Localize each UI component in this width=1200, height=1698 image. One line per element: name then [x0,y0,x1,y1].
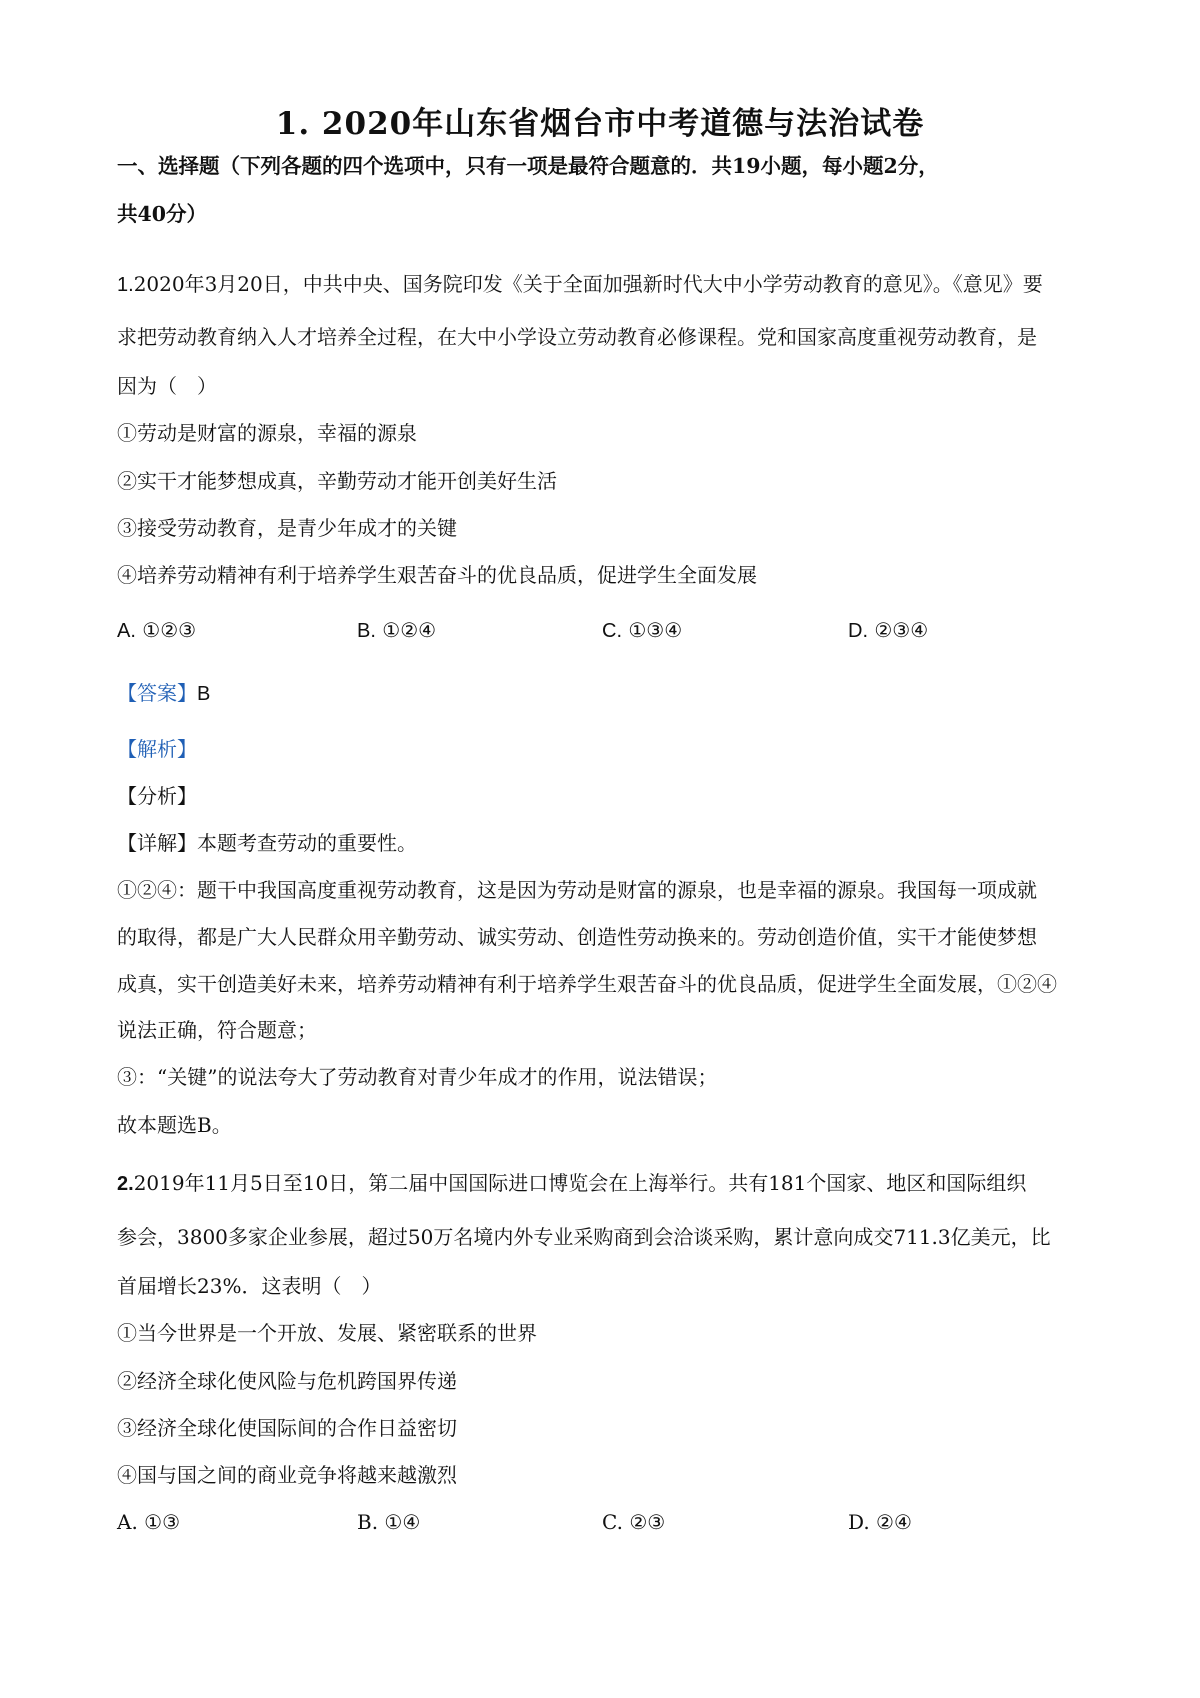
answer-value: B [197,683,211,705]
detail-tag: 【详解】 [117,831,197,855]
explanation-line-3: 成真，实干创造美好未来，培养劳动精神有利于培养学生艰苦奋斗的优良品质，促进学生全面发展，①②④ [117,972,1057,996]
q1-number: 1. [117,274,134,296]
q2-option-d: D. ②④ [848,1510,912,1534]
q1-option-b: B. ①②④ [357,618,437,642]
section-heading-line2: 共40分） [117,202,208,226]
q1-stem-line1 [117,271,1107,298]
q2-statement-4: ④国与国之间的商业竞争将越来越激烈 [117,1463,457,1487]
section-heading [117,142,1097,238]
q1-statement-3: ③接受劳动教育，是青少年成才的关键 [117,516,457,540]
q2-option-c: C. ②③ [602,1510,666,1534]
q2-stem-text1: 2019年11月5日至10日，第二届中国国际进口博览会在上海举行。共有181个国家、地区和国际组织 [133,1171,1027,1195]
explanation-line-2: 的取得，都是广大人民群众用辛勤劳动、诚实劳动、创造性劳动换来的。劳动创造价值，实干才能使梦想 [117,925,1037,949]
q1-answer [117,680,1107,707]
q2-statement-1: ①当今世界是一个开放、发展、紧密联系的世界 [117,1321,537,1345]
document-title: 1. 2020年山东省烟台市中考道德与法治试卷 [275,106,925,142]
q2-number: 2. [117,1173,134,1195]
detail-line [117,830,1107,856]
analysis-tag: 【解析】 [117,737,197,761]
q1-stem-text1: 2020年3月20日，中共中央、国务院印发《关于全面加强新时代大中小学劳动教育的意见》。《意见》要 [133,272,1043,296]
explanation-line-4: 说法正确，符合题意； [117,1018,317,1042]
explanation-line-5: ③：“关键”的说法夸大了劳动教育对青少年成才的作用，说法错误； [117,1065,718,1089]
section-heading-line1: 一、选择题（下列各题的四个选项中，只有一项是最符合题意的．共19小题，每小题2分， [117,154,939,178]
fenxi-tag: 【分析】 [117,784,197,808]
explanation-line-6: 故本题选B。 [117,1113,232,1137]
q1-statement-4: ④培养劳动精神有利于培养学生艰苦奋斗的优良品质，促进学生全面发展 [117,563,757,587]
q1-option-c: C. ①③④ [602,618,683,642]
q1-option-d: D. ②③④ [848,618,929,642]
detail-text: 本题考查劳动的重要性。 [197,831,417,855]
q2-stem-line1 [117,1170,1107,1197]
q2-option-a: A. ①③ [117,1510,181,1534]
q1-stem-line2: 求把劳动教育纳入人才培养全过程，在大中小学设立劳动教育必修课程。党和国家高度重视劳动教育，是 [117,325,1037,349]
q2-stem-line3: 首届增长23%．这表明（ ） [117,1274,382,1298]
q1-option-a: A. ①②③ [117,618,197,642]
explanation-line-1: ①②④：题干中我国高度重视劳动教育，这是因为劳动是财富的源泉，也是幸福的源泉。我国每一项成就 [117,878,1037,902]
q1-statement-1: ①劳动是财富的源泉，幸福的源泉 [117,421,417,445]
q2-option-b: B. ①④ [357,1510,421,1534]
q2-stem-line2: 参会，3800多家企业参展，超过50万名境内外专业采购商到会洽谈采购，累计意向成交711.3亿美元，比 [117,1225,1051,1249]
q2-statement-3: ③经济全球化使国际间的合作日益密切 [117,1416,457,1440]
answer-tag: 【答案】 [117,681,197,705]
q2-statement-2: ②经济全球化使风险与危机跨国界传递 [117,1369,457,1393]
q1-statement-2: ②实干才能梦想成真，辛勤劳动才能开创美好生活 [117,469,557,493]
q1-stem-line3: 因为（ ） [117,374,217,398]
